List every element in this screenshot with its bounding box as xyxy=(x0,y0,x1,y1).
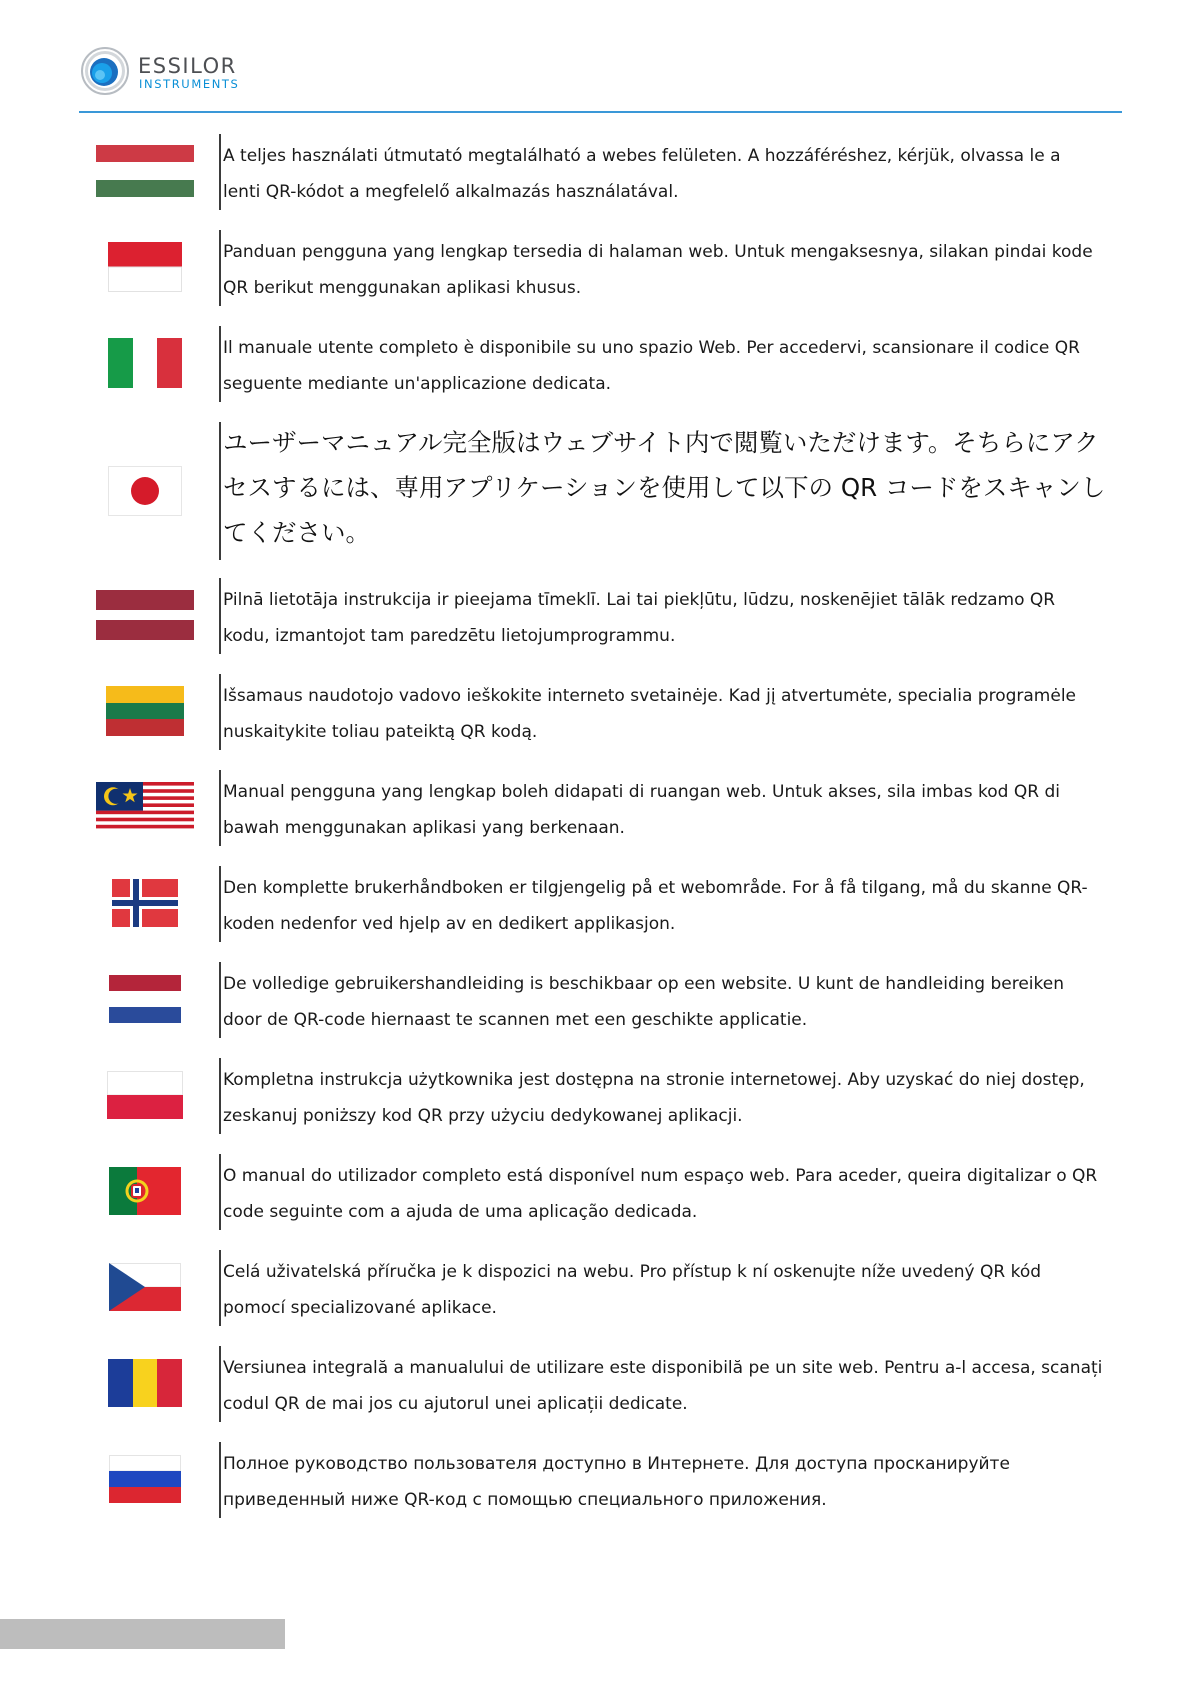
entry-text: Kompletna instrukcja użytkownika jest dostępna na stronie internetowej. Aby uzyskać do niej dostęp, zeskanuj poniższy kod QR przy użyciu dedykowanej aplikacji. xyxy=(223,1070,1085,1126)
list-item xyxy=(0,1152,1190,1232)
footer-bar xyxy=(0,1619,285,1649)
entry-text: A teljes használati útmutató megtalálható a webes felületen. A hozzáféréshez, kérjük, olvassa le a lenti QR-kódot a megfelelő alkalmazás használatával. xyxy=(223,146,1061,202)
entry-divider xyxy=(219,230,221,306)
russia-flag-icon xyxy=(94,1442,196,1516)
entry-text: De volledige gebruikershandleiding is beschikbaar op een website. U kunt de handleiding bereiken door de QR-code hiernaast te scannen met een geschikte applicatie. xyxy=(223,974,1064,1030)
portugal-flag-icon xyxy=(94,1154,196,1228)
list-item xyxy=(0,1056,1190,1136)
latvia-flag-icon xyxy=(94,578,196,652)
entry-divider xyxy=(219,1250,221,1326)
essilor-logo-icon xyxy=(80,46,130,96)
hungary-flag-icon xyxy=(94,134,196,208)
entry-divider xyxy=(219,962,221,1038)
entry-text: Manual pengguna yang lengkap boleh didapati di ruangan web. Untuk akses, sila imbas kod QR di bawah menggunakan aplikasi yang berkenaan. xyxy=(223,782,1060,838)
brand-subtitle: INSTRUMENTS xyxy=(139,77,240,91)
entry-divider xyxy=(219,422,221,560)
entry-text: O manual do utilizador completo está disponível num espaço web. Para aceder, queira digitalizar o QR code seguinte com a ajuda de uma aplicação dedicada. xyxy=(223,1166,1098,1222)
entry-divider xyxy=(219,1442,221,1518)
entry-text: Pilnā lietotāja instrukcija ir pieejama tīmeklī. Lai tai piekļūtu, lūdzu, noskenējiet tālāk redzamo QR kodu, izmantojot tam paredzētu lietojumprogrammu. xyxy=(223,590,1056,646)
poland-flag-icon xyxy=(94,1058,196,1132)
entry-text: Išsamaus naudotojo vadovo ieškokite interneto svetainėje. Kad jį atvertumėte, specialia programėle nuskaitykite toliau pateiktą QR kodą. xyxy=(223,686,1077,742)
entry-text: ユーザーマニュアル完全版はウェブサイト内で閲覧いただけます。そちらにアクセスするには、専用アプリケーションを使用して以下の QR コードをスキャンしてください。 xyxy=(223,428,1106,547)
czech-flag-icon xyxy=(94,1250,196,1324)
list-item xyxy=(0,1344,1190,1424)
entry-divider xyxy=(219,1154,221,1230)
entry-text: Versiunea integrală a manualului de utilizare este disponibilă pe un site web. Pentru a-l accesa, scanați codul QR de mai jos cu ajutorul unei aplicații dedicate. xyxy=(223,1358,1103,1414)
entry-divider xyxy=(219,770,221,846)
romania-flag-icon xyxy=(94,1346,196,1420)
malaysia-flag-icon xyxy=(94,770,196,844)
entry-divider xyxy=(219,674,221,750)
entry-text: Il manuale utente completo è disponibile su uno spazio Web. Per accedervi, scansionare il codice QR seguente mediante un'applicazione dedicata. xyxy=(223,338,1080,394)
header-divider xyxy=(79,111,1122,113)
brand-name: ESSILOR xyxy=(138,54,237,78)
list-item xyxy=(0,672,1190,752)
lithuania-flag-icon xyxy=(94,674,196,748)
entry-text: Den komplette brukerhåndboken er tilgjengelig på et webområde. For å få tilgang, må du skanne QR-koden nedenfor ved hjelp av en dedikert applikasjon. xyxy=(223,878,1088,934)
entry-divider xyxy=(219,578,221,654)
list-item xyxy=(0,132,1190,212)
list-item xyxy=(0,324,1190,404)
japan-flag-icon xyxy=(94,454,196,528)
list-item xyxy=(0,1248,1190,1328)
indonesia-flag-icon xyxy=(94,230,196,304)
list-item xyxy=(0,768,1190,848)
entry-text: Celá uživatelská příručka je k dispozici na webu. Pro přístup k ní oskenujte níže uvedený QR kód pomocí specializované aplikace. xyxy=(223,1262,1042,1318)
list-item xyxy=(0,864,1190,944)
entry-divider xyxy=(219,1346,221,1422)
list-item xyxy=(0,420,1190,560)
entry-divider xyxy=(219,866,221,942)
list-item xyxy=(0,960,1190,1040)
entry-divider xyxy=(219,326,221,402)
list-item xyxy=(0,576,1190,656)
entry-text: Panduan pengguna yang lengkap tersedia di halaman web. Untuk mengaksesnya, silakan pindai kode QR berikut menggunakan aplikasi khusus. xyxy=(223,242,1093,298)
netherlands-flag-icon xyxy=(94,962,196,1036)
entry-text: Полное руководство пользователя доступно в Интернете. Для доступа просканируйте приведенный ниже QR-код с помощью специального приложения. xyxy=(223,1454,1010,1510)
list-item xyxy=(0,228,1190,308)
list-item xyxy=(0,1440,1190,1520)
entry-divider xyxy=(219,134,221,210)
page-header xyxy=(80,46,1120,100)
italy-flag-icon xyxy=(94,326,196,400)
norway-flag-icon xyxy=(94,866,196,940)
entry-divider xyxy=(219,1058,221,1134)
